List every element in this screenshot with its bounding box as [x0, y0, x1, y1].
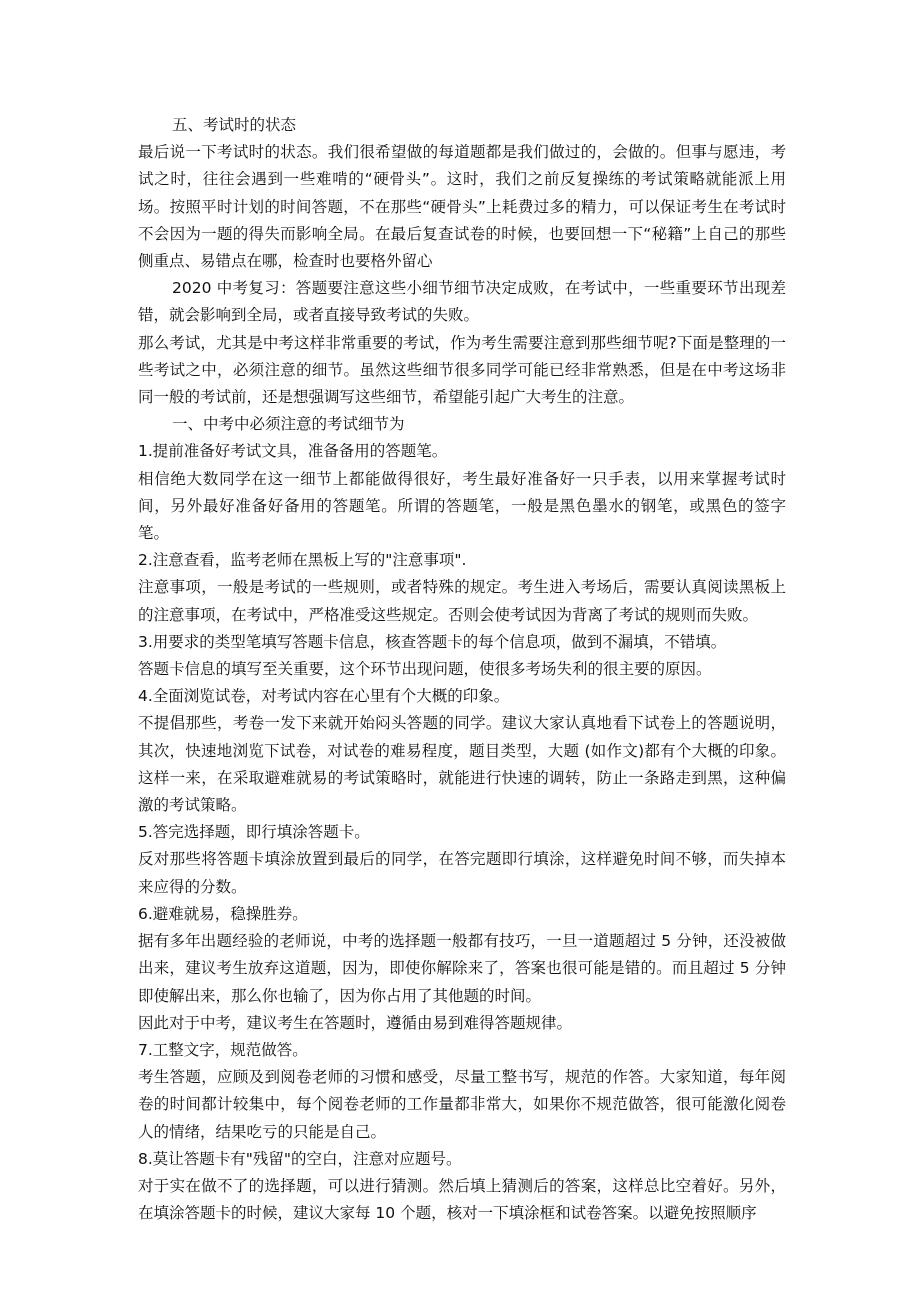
- item-body-4: 不提倡那些，考卷一发下来就开始闷头答题的同学。建议大家认真地看下试卷上的答题说明，其次，快速地浏览下试卷，对试卷的难易程度，题目类型，大题 (如作文)都有个大概的印象。这样一来，在采取避难就易的考试策略时，就能进行快速的调转，防止一条路走到黑，这种偏激的考试策略。: [138, 714, 786, 815]
- item-title-7: 7.工整文字，规范做答。: [138, 1040, 308, 1059]
- item-body-3: 答题卡信息的填写至关重要，这个环节出现问题，使很多考场失利的很主要的原因。: [138, 660, 712, 679]
- item-title-8: 8.莫让答题卡有"残留"的空白，注意对应题号。: [138, 1149, 462, 1168]
- section-5-paragraph: 最后说一下考试时的状态。我们很希望做的每道题都是我们做过的，会做的。但事与愿违，考试之时，往往会遇到一些难啃的“硬骨头”。这时，我们之前反复操练的考试策略就能派上用场。按照平时计划的时间答题，不在那些“硬骨头”上耗费过多的精力，可以保证考生在考试时不会因为一题的得失而影响全局。在最后复查试卷的时候，也要回想一下“秘籍”上自己的那些侧重点、易错点在哪，检查时也要格外留心: [138, 143, 786, 271]
- item-title-4: 4.全面浏览试卷，对考试内容在心里有个大概的印象。: [138, 687, 510, 706]
- section-heading-1: 一、中考中必须注意的考试细节为: [172, 415, 405, 434]
- item-body-8: 对于实在做不了的选择题，可以进行猜测。然后填上猜测后的答案，这样总比空着好。另外，在填涂答题卡的时候，建议大家每 10 个题，核对一下填涂框和试卷答案。以避免按照顺序: [138, 1176, 786, 1223]
- document-body: [138, 112, 786, 1227]
- item-body-5: 反对那些将答题卡填涂放置到最后的同学，在答完题即行填涂，这样避免时间不够，而失掉本来应得的分数。: [138, 850, 786, 896]
- item-title-5: 5.答完选择题，即行填涂答题卡。: [138, 823, 370, 842]
- item-body-1: 相信绝大数同学在这一细节上都能做得很好，考生最好准备好一只手表，以用来掌握考试时间，另外最好准备好备用的答题笔。所谓的答题笔，一般是黑色墨水的钢笔，或黑色的签字笔。: [138, 469, 786, 543]
- item-title-6: 6.避难就易，稳操胜券。: [138, 904, 308, 923]
- item-title-3: 3.用要求的类型笔填写答题卡信息，核查答题卡的每个信息项，做到不漏填，不错填。: [138, 632, 727, 651]
- item-title-1: 1.提前准备好考试文具，准备备用的答题笔。: [138, 442, 448, 461]
- item-body-6a: 据有多年出题经验的老师说，中考的选择题一般都有技巧，一旦一道题超过 5 分钟，还没被做出来，建议考生放弃这道题，因为，即使你解除来了，答案也很可能是错的。而且超过 5 分钟即使解出来，那么你也输了，因为你占用了其他题的时间。: [138, 932, 786, 1005]
- section-heading-5: 五、考试时的状态: [172, 116, 297, 134]
- item-body-2: 注意事项，一般是考试的一些规则，或者特殊的规定。考生进入考场后，需要认真阅读黑板上的注意事项，在考试中，严格准受这些规定。否则会使考试因为背离了考试的规则而失败。: [138, 578, 786, 624]
- item-title-2: 2.注意查看，监考老师在黑板上写的"注意事项".: [138, 551, 467, 570]
- intro-paragraph: 2020 中考复习：答题要注意这些小细节细节决定成败，在考试中，一些重要环节出现差错，就会影响到全局，或者直接导致考试的失败。: [138, 279, 786, 325]
- intro-paragraph-2: 那么考试，尤其是中考这样非常重要的考试，作为考生需要注意到那些细节呢?下面是整理的一些考试之中，必须注意的细节。虽然这些细节很多同学可能已经非常熟悉，但是在中考这场非同一般的考试前，还是想强调写这些细节，希望能引起广大考生的注意。: [138, 333, 786, 407]
- item-body-7: 考生答题，应顾及到阅卷老师的习惯和感受，尽量工整书写，规范的作答。大家知道，每年阅卷的时间都计较集中，每个阅卷老师的工作量都非常大，如果你不规范做答，很可能激化阅卷人的情绪，结果吃亏的只能是自己。: [138, 1068, 786, 1141]
- item-body-6b: 因此对于中考，建议考生在答题时，遵循由易到难得答题规律。: [138, 1013, 573, 1032]
